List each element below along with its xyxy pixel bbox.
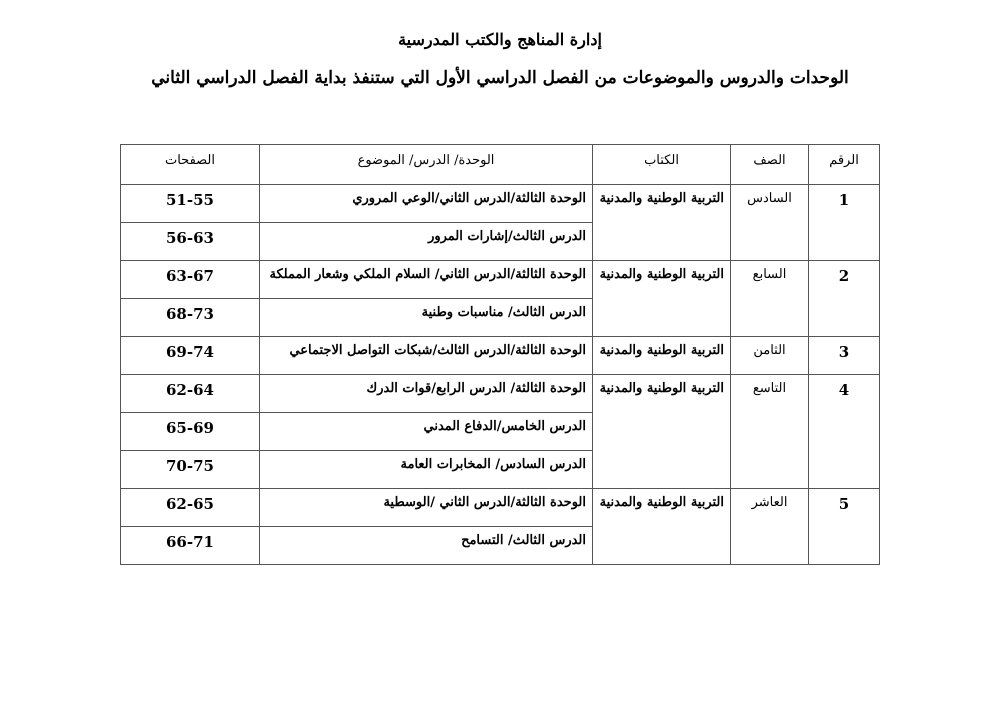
row-grade: السادس [731, 185, 809, 261]
row-book: التربية الوطنية والمدنية [593, 185, 731, 261]
row-book: التربية الوطنية والمدنية [593, 375, 731, 489]
row-pages: 63-67 [121, 261, 260, 299]
row-pages: 62-64 [121, 375, 260, 413]
department-title: إدارة المناهج والكتب المدرسية [398, 30, 602, 49]
row-unit: الدرس الثالث/ مناسبات وطنية [260, 299, 593, 337]
row-pages: 70-75 [121, 451, 260, 489]
table-row [121, 337, 880, 375]
row-pages: 51-55 [121, 185, 260, 223]
row-book: التربية الوطنية والمدنية [593, 489, 731, 565]
row-unit: الدرس الثالث/ التسامح [260, 527, 593, 565]
row-book: التربية الوطنية والمدنية [593, 337, 731, 375]
row-pages: 66-71 [121, 527, 260, 565]
header-unit: الوحدة/ الدرس/ الموضوع [260, 145, 593, 185]
row-grade: التاسع [731, 375, 809, 489]
row-pages: 56-63 [121, 223, 260, 261]
row-unit: الوحدة الثالثة/الدرس الثاني/الوعي المروري [260, 185, 593, 223]
row-unit: الوحدة الثالثة/الدرس الثاني /الوسطية [260, 489, 593, 527]
row-unit: الدرس الثالث/إشارات المرور [260, 223, 593, 261]
row-unit: الوحدة الثالثة/ الدرس الرابع/قوات الدرك [260, 375, 593, 413]
header-grade: الصف [731, 145, 809, 185]
row-number: 1 [809, 185, 880, 261]
row-grade: السابع [731, 261, 809, 337]
row-number: 3 [809, 337, 880, 375]
row-pages: 68-73 [121, 299, 260, 337]
document-subtitle: الوحدات والدروس والموضوعات من الفصل الدراسي الأول التي ستنفذ بداية الفصل الدراسي الثاني [151, 68, 849, 88]
header-pages: الصفحات [121, 145, 260, 185]
row-unit: الوحدة الثالثة/الدرس الثاني/ السلام الملكي وشعار المملكة [260, 261, 593, 299]
row-pages: 65-69 [121, 413, 260, 451]
row-unit: الدرس الخامس/الدفاع المدني [260, 413, 593, 451]
row-grade: العاشر [731, 489, 809, 565]
table-row [121, 185, 880, 223]
row-number: 5 [809, 489, 880, 565]
table-row [121, 489, 880, 527]
row-number: 2 [809, 261, 880, 337]
table-row [121, 261, 880, 299]
header-number: الرقم [809, 145, 880, 185]
row-pages: 62-65 [121, 489, 260, 527]
row-unit: الدرس السادس/ المخابرات العامة [260, 451, 593, 489]
table-row [121, 375, 880, 413]
row-number: 4 [809, 375, 880, 489]
header-book: الكتاب [593, 145, 731, 185]
curriculum-table [120, 144, 880, 565]
row-unit: الوحدة الثالثة/الدرس الثالث/شبكات التواصل الاجتماعي [260, 337, 593, 375]
row-grade: الثامن [731, 337, 809, 375]
table-header-row [121, 145, 880, 185]
row-pages: 69-74 [121, 337, 260, 375]
row-book: التربية الوطنية والمدنية [593, 261, 731, 337]
